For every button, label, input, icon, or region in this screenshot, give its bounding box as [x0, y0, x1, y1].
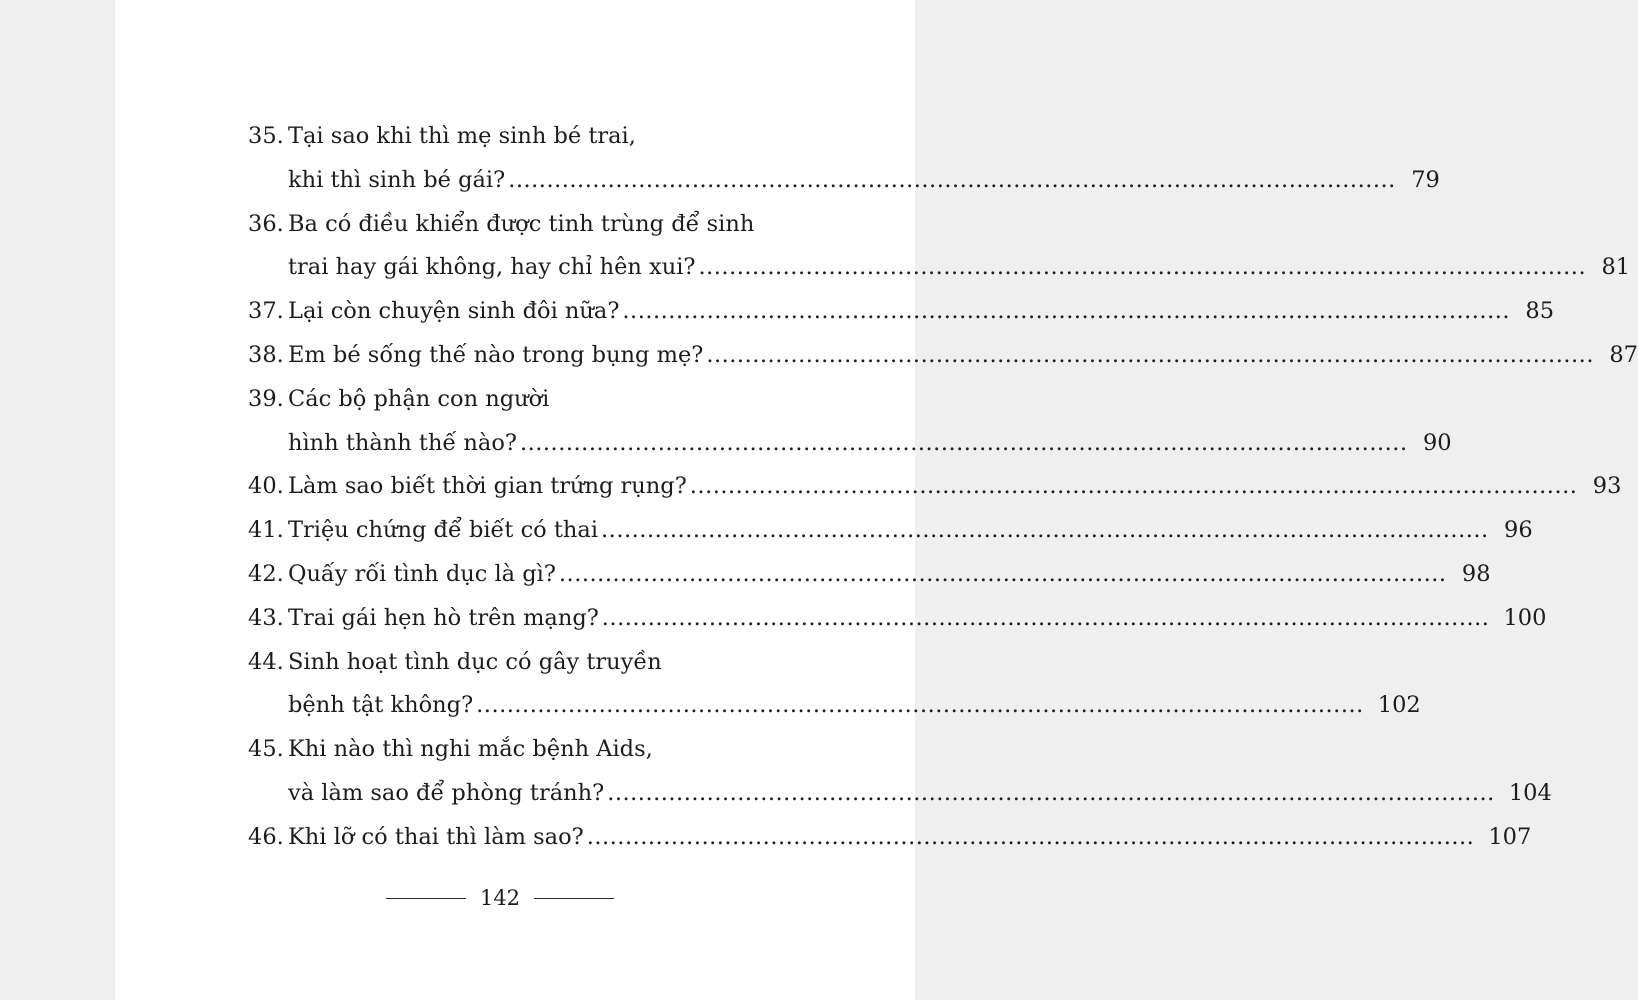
toc-entry-title: bệnh tật không? — [288, 692, 474, 719]
toc-entry-title: Các bộ phận con người — [288, 385, 550, 412]
toc-entry-number: 38. — [248, 341, 284, 368]
dot-leader — [698, 246, 1586, 290]
toc-entry-title: Lại còn chuyện sinh đôi nữa? — [288, 298, 620, 325]
toc-entry — [248, 203, 1631, 291]
toc-entry-title: khi thì sinh bé gái? — [288, 166, 506, 193]
toc-entry-title: Khi lỡ có thai thì làm sao? — [288, 823, 584, 850]
toc-entry — [248, 509, 1533, 553]
page-number: 142 — [479, 886, 521, 910]
toc-entry-title: Khi nào thì nghi mắc bệnh Aids, — [288, 736, 653, 763]
toc-entry-number: 36. — [248, 210, 284, 237]
dot-leader — [559, 553, 1447, 597]
toc-entry-number: 44. — [248, 648, 284, 675]
toc-entry-number: 37. — [248, 298, 284, 325]
toc-entry-number: 35. — [248, 123, 284, 149]
toc-line — [248, 509, 1533, 553]
toc-entry-title: Sinh hoạt tình dục có gây truyền — [288, 648, 662, 675]
footer-rule-left — [386, 898, 466, 899]
table-of-contents — [248, 115, 1638, 860]
toc-line — [248, 641, 796, 685]
toc-entry-title: Em bé sống thế nào trong bụng mẹ? — [288, 341, 704, 368]
toc-entry — [248, 465, 1622, 509]
toc-entry — [248, 816, 1532, 860]
toc-entry-title: Làm sao biết thời gian trứng rụng? — [288, 473, 687, 500]
page-footer — [0, 886, 1000, 910]
toc-entry-page: 81 — [1601, 254, 1631, 281]
dot-leader — [476, 684, 1364, 728]
toc-entry-title: hình thành thế nào? — [288, 429, 517, 456]
toc-entry-page: 107 — [1488, 823, 1532, 850]
toc-entry — [248, 290, 1555, 334]
toc-entry-number: 45. — [248, 736, 284, 763]
toc-line — [248, 684, 1421, 728]
toc-line — [248, 290, 1555, 334]
toc-entry-page: 96 — [1504, 517, 1533, 544]
toc-entry-page: 102 — [1377, 692, 1421, 719]
toc-entry-title: và làm sao để phòng tránh? — [288, 779, 605, 806]
toc-entry — [248, 597, 1547, 641]
toc-line — [248, 728, 796, 772]
toc-line — [248, 159, 1440, 203]
toc-line — [248, 465, 1622, 509]
toc-line — [248, 772, 1552, 816]
toc-line — [248, 597, 1547, 641]
toc-entry-number: 46. — [248, 823, 284, 850]
toc-line — [248, 816, 1532, 860]
dot-leader — [690, 465, 1578, 509]
toc-entry-number: 41. — [248, 517, 284, 544]
dot-leader — [601, 509, 1489, 553]
toc-line — [248, 553, 1491, 597]
dot-leader — [520, 422, 1408, 466]
toc-line — [248, 378, 796, 422]
toc-entry-number: 39. — [248, 385, 284, 412]
toc-entry-title: Trai gái hẹn hò trên mạng? — [288, 604, 599, 631]
footer-rule-right — [534, 898, 614, 899]
toc-entry — [248, 334, 1638, 378]
dot-leader — [607, 772, 1495, 816]
toc-entry-title: Triệu chứng để biết có thai — [288, 517, 599, 544]
toc-entry-page: 104 — [1508, 779, 1552, 806]
toc-entry-number: 43. — [248, 604, 284, 631]
toc-entry-page: 100 — [1503, 604, 1547, 631]
dot-leader — [587, 816, 1475, 860]
toc-entry — [248, 115, 1440, 203]
toc-entry — [248, 553, 1491, 597]
toc-entry — [248, 641, 1421, 729]
toc-line — [248, 203, 796, 247]
toc-line — [248, 115, 796, 159]
toc-entry-title: Quấy rối tình dục là gì? — [288, 560, 556, 587]
toc-line — [248, 422, 1452, 466]
toc-entry-page: 85 — [1525, 298, 1555, 325]
toc-line — [248, 246, 1631, 290]
toc-entry-page: 79 — [1411, 166, 1440, 193]
dot-leader — [602, 597, 1490, 641]
dot-leader — [508, 159, 1396, 203]
toc-line — [248, 334, 1638, 378]
toc-entry-title: Ba có điều khiển được tinh trùng để sinh — [288, 210, 755, 237]
toc-entry-number: 42. — [248, 560, 284, 587]
toc-entry — [248, 378, 1452, 466]
toc-entry — [248, 728, 1552, 816]
toc-entry-page: 93 — [1592, 473, 1622, 500]
toc-entry-page: 90 — [1422, 429, 1452, 456]
toc-entry-page: 98 — [1461, 560, 1491, 587]
dot-leader — [706, 334, 1594, 378]
toc-entry-title: Tại sao khi thì mẹ sinh bé trai, — [288, 123, 636, 149]
toc-entry-title: trai hay gái không, hay chỉ hên xui? — [288, 254, 696, 281]
toc-entry-page: 87 — [1609, 341, 1638, 368]
toc-entry-number: 40. — [248, 473, 284, 500]
dot-leader — [622, 290, 1510, 334]
